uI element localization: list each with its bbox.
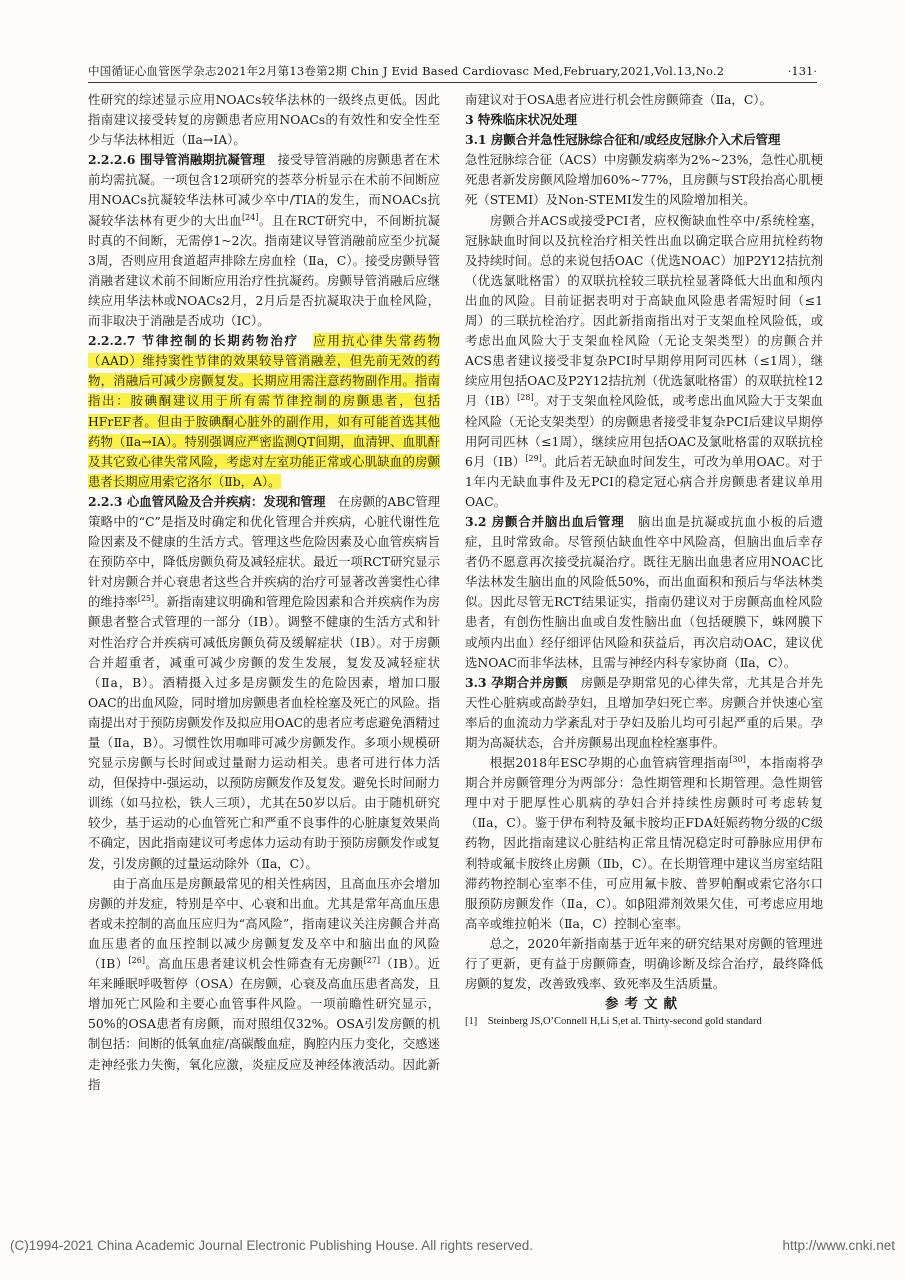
paragraph: 由于高血压是房颤最常见的相关性病因，且高血压亦会增加房颤的并发症，特别是卒中、心衰和出血。尤其是常年高血压患者或未控制的高血压应归为“高风险”，指南建议关注房颤合并高血压患者的血压控制以减少房颤复发及卒中和脑出血的风险（ⅠB）[26]。高血压患者建议机会性筛查有无房颤[27]（ⅠB）。近年来睡眠呼吸暂停（OSA）在房颤，心衰及高血压患者高发，且增加死亡风险和主要心血管事件风险。一项前瞻性研究显示，50%的OSA患者有房颤，而对照组仅32%。OSA引发房颤的机制包括：间断的低氧血症/高碳酸血症，胸腔内压力变化，交感迷走神经张力失衡，氧化应激，炎症反应及神经体液活动。因此新指 <box>88 875 440 1092</box>
section-title: 3.2 房颤合并脑出血后管理 <box>465 513 625 529</box>
section-title: 2.2.3 心血管风险及合并疾病：发现和管理 <box>88 493 326 509</box>
citation: [29] <box>525 453 542 463</box>
paragraph: 根据2018年ESC孕期的心血管病管理指南[30]，本指南将孕期合并房颤管理分为两部分：急性期管理和长期管理。急性期管理中对于肥厚性心肌病的孕妇合并持续性房颤时可考虑转复（Ⅱa，C）。鉴于伊布利特及氟卡胺均正FDA妊娠药物分级的C级药物，因此指南建议心脏结构正常且情况稳定时可静脉应用伊布利特或氟卡胺终止房颤（Ⅱb，C）。在长期管理中建议当房室结阻滞药物控制心室率不佳，可应用氟卡胺、普罗帕酮或索它洛尔口服预防房颤发作（Ⅱa，C）。如β阻滞剂效果欠佳，可考虑应用地高辛或维拉帕米（Ⅱa，C）控制心室率。 <box>465 754 824 931</box>
reference-item: [1] Steinberg JS,O’Connell H,Li S,et al. Thirty-second gold standard <box>465 1016 762 1028</box>
section-2-2-3: 2.2.3 心血管风险及合并疾病：发现和管理 在房颤的ABC管理策略中的“C”是指及时确定和优化管理合并疾病，心脏代谢性危险因素及不健康的生活方式。管理这些危险因素及心血管疾病旨在预防卒中，降低房颤负荷及减轻症状。最近一项RCT研究显示针对房颤合并心衰患者这些合并疾病的治疗可显著改善窦性心律的维持率[25]。新指南建议明确和管理危险因素和合并疾病作为房颤患者整合式管理的一部分（ⅠB）。调整不健康的生活方式和针对性治疗合并疾病可减低房颤负荷及缓解症状（ⅠB）。对于房颤合并超重者，减重可减少房颤的发生发展，复发及减轻症状（Ⅱa，B）。酒精摄入过多是房颤发生的危险因素，增加口服OAC的出血风险，同时增加房颤患者血栓栓塞及死亡的风险。指南提出对于预防房颤发作及拟应用OAC的患者应考虑避免酒精过量（Ⅱa，B）。习惯性饮用咖啡可减少房颤发作。多项小规模研究显示房颤与长时间或过量耐力运动相关。患者可进行体力活动，但保持中-强运动，以预防房颤发作及复发。避免长时间耐力训练（如马拉松，铁人三项），尤其在50岁以后。由于随机研究较少，基于运动的心血管死亡和严重不良事件的心脏康复效果尚不确定，因此指南建议可考虑体力运动有助于预防房颤发作或复发，引发房颤的过量运动除外（Ⅱa，C）。 <box>88 493 441 871</box>
section-2-2-2-6: 2.2.2.6 围导管消融期抗凝管理 接受导管消融的房颤患者在术前均需抗凝。一项包含12项研究的荟萃分析显示在术前不间断应用NOACs抗凝较华法林可减少卒中/TIA的发生，而NOACs抗凝较华法林有更少的大出血[24]。且在RCT研究中，不间断抗凝时真的不间断，无需停1~2次。指南建议导管消融前应至少抗凝3周，否则应用食道超声排除左房血栓（Ⅱa，C）。接受房颤导管消融者建议术前不间断应用治疗性抗凝药。房颤导管消融后应继续应用华法林或NOACs2月，2月后是否抗凝取决于血栓风险，而非取决于消融是否成功（ⅠC）。 <box>88 152 440 329</box>
left-column <box>88 90 440 1095</box>
paragraph: 性研究的综述显示应用NOACs较华法林的一级终点更低。因此指南建议接受转复的房颤患者应用NOACs的有效性和安全性至少与华法林相近（Ⅱa→ⅠA）。 <box>88 92 440 148</box>
section-3-3: 3.3 孕期合并房颤 房颤是孕期常见的心律失常，尤其是合并先天性心脏病或高龄孕妇，且增加孕妇死亡率。房颤合并快速心室率后的血流动力学紊乱对于孕妇及胎儿均可引起严重的后果。孕期为高凝状态，合并房颤易出现血栓栓塞事件。 <box>465 674 824 750</box>
citation: [30] <box>729 754 746 764</box>
citation: [28] <box>517 393 534 403</box>
paragraph: 房颤合并ACS或接受PCI者，应权衡缺血性卒中/系统栓塞，冠脉缺血时间以及抗栓治疗相关性出血以确定联合应用抗栓药物及持续时间。总的来说包括OAC（优选NOAC）加P2Y12拮抗剂（优选氯吡格雷）的双联抗栓较三联抗栓显著降低大出血和颅内出血的风险。目前证据表明对于高缺血风险患者需短时间（≤1周）的三联抗栓治疗。因此新指南指出对于支架血栓风险低，或考虑出血风险大于支架血栓风险（无论支架类型）的房颤合并ACS患者建议接受非复杂PCI时早期停用阿司匹林（≤1周），继续应用包括OAC及P2Y12拮抗剂（优选氯吡格雷）的双联抗栓12月（ⅠB）[28]。对于支架血栓风险低，或考虑出血风险大于支架血栓风险（无论支架类型）的房颤患者接受非复杂PCI后建议早期停用阿司匹林（≤1周），继续应用包括OAC及氯吡格雷的双联抗栓6月（ⅠB）[29]。此后若无缺血时间发生，可改为单用OAC。对于1年内无缺血事件及无PCI的稳定冠心病合并房颤患者建议单用OAC。 <box>465 212 824 509</box>
page-number: ·131· <box>787 64 817 78</box>
section-title: 3.3 孕期合并房颤 <box>465 674 568 690</box>
journal-citation: 中国循证心血管医学杂志2021年2月第13卷第2期 Chin J Evid Based Cardiovasc Med,February,2021,Vol.13,No.2 <box>88 64 725 78</box>
paragraph: 总之，2020年新指南基于近年来的研究结果对房颤的管理进行了更新，更有益于房颤筛查，明确诊断及综合治疗，最终降低房颤的复发，改善致残率、致死率及生活质量。 <box>465 935 823 992</box>
section-title: 2.2.2.6 围导管消融期抗凝管理 <box>88 152 265 168</box>
references-title: 参考文献 <box>605 996 683 1013</box>
section-2-2-2-7 <box>88 331 440 492</box>
section-3-2: 3.2 房颤合并脑出血后管理 脑出血是抗凝或抗血小板的后遗症，且时常致命。尽管预估缺血性卒中风险高，但脑出血后幸存者仍不愿意再次接受抗凝治疗。既往无脑出血患者应用NOAC比华法林发生脑出血的风险低50%，而出血面积和预后与华法林类似。因此尽管无RCT结果证实，指南仍建议对于房颤高血栓风险患者，有创伤性脑出血或自发性脑出血（包括硬膜下，蛛网膜下或颅内出血）经仔细评估风险和获益后，再次启动OAC，建议优选NOAC而非华法林，且需与神经内科专家协商（Ⅱa，C）。 <box>465 513 824 670</box>
section-3-title: 3 特殊临床状况处理 <box>465 112 578 128</box>
citation: [25] <box>137 594 155 604</box>
highlighted-text: 应用抗心律失常药物（AAD）维持窦性节律的效果较导管消融差，但先前无效的药物，消融后可减少房颤复发。长期应用需注意药物副作用。指南指出：胺碘酮建议用于所有需节律控制的房颤患者，包括HFrEF者。但由于胺碘酮心脏外的副作用，如有可能首选其他药物（Ⅱa→ⅠA）。特别强调应严密监测QT间期，血清钾、血肌酐及其它致心律失常风险，考虑对左室功能正常或心肌缺血的房颤患者长期应用索它洛尔（Ⅱb，A）。 <box>88 333 441 489</box>
running-header <box>88 60 817 83</box>
section-3-1-title: 3.1 房颤合并急性冠脉综合征和/或经皮冠脉介入术后管理 <box>465 132 781 148</box>
citation: [24] <box>242 212 259 222</box>
citation: [26] <box>128 955 145 965</box>
paragraph: 急性冠脉综合征（ACS）中房颤发病率为2%~23%，急性心肌梗死患者新发房颤风险增加60%~77%，且房颤与ST段抬高心肌梗死（STEMI）及Non-STEMI发生的风险增加相关。 <box>465 152 823 208</box>
copyright-text: (C)1994-2021 China Academic Journal Electronic Publishing House. All rights reserved. <box>10 1238 534 1253</box>
right-column <box>465 90 823 1030</box>
paragraph: 南建议对于OSA患者应进行机会性房颤筛查（Ⅱa，C）。 <box>465 92 772 107</box>
cnki-link[interactable]: http://www.cnki.net <box>782 1238 895 1253</box>
section-title: 2.2.2.7 节律控制的长期药物治疗 <box>88 333 299 349</box>
citation: [27] <box>363 955 380 965</box>
